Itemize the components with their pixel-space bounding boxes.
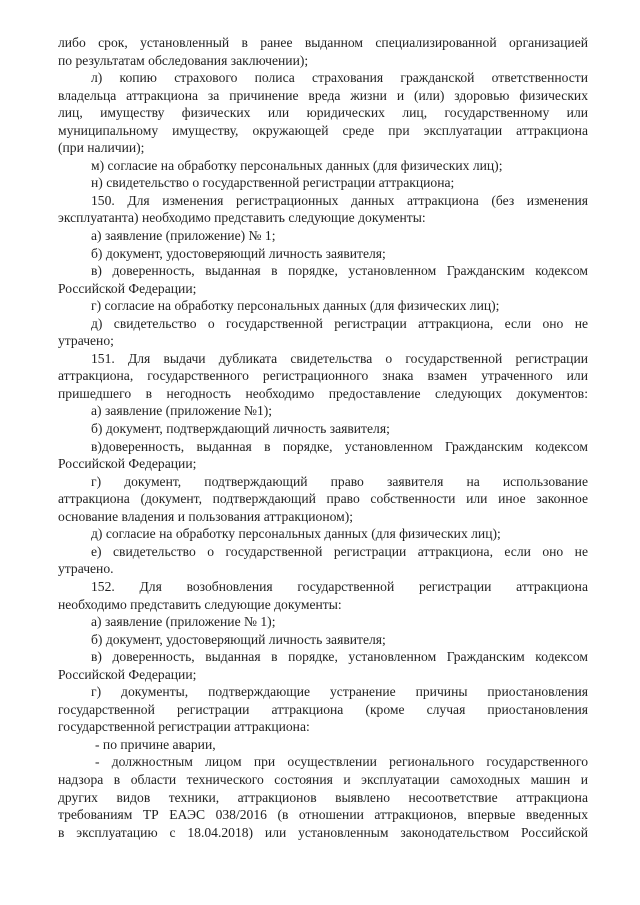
text-line: государственной регистрации аттракциона (кроме случая приостановления [58, 701, 588, 717]
text-line: муниципальному имуществу, окружающей среде при эксплуатации аттракциона [58, 122, 588, 138]
text-line: - по причине аварии, [95, 736, 216, 752]
text-line: н) свидетельство о государственной регистрации аттракциона; [91, 175, 455, 191]
text-line: по результатам обследования заключении); [58, 52, 309, 68]
text-line: аттракциона (документ, подтверждающий право собственности или иное законное [58, 491, 588, 507]
text-line: утрачено. [58, 561, 114, 577]
text-line: Российской Федерации; [58, 280, 197, 296]
text-line: основание владения и пользования аттракционом); [58, 508, 354, 524]
text-line: аттракциона, государственного регистрационного знака взамен утраченного или [58, 368, 588, 384]
text-line: в эксплуатацию с 18.04.2018) или установленным законодательством Российской [58, 824, 588, 840]
text-line: л) копию страхового полиса страхования гражданской ответственности [91, 70, 588, 86]
text-line: лиц, имуществу физических или юридических лиц, государственному или [58, 105, 588, 121]
text-line: 152. Для возобновления государственной регистрации аттракциона [91, 578, 588, 594]
text-line: Российской Федерации; [58, 456, 197, 472]
text-line: - должностным лицом при осуществлении регионального государственного [95, 754, 588, 770]
text-line: надзора в области технического состояния и эксплуатации самоходных машин и [58, 771, 588, 787]
text-line: д) свидетельство о государственной регистрации аттракциона, если оно не [91, 315, 588, 331]
text-line: других видов техники, аттракционов выявлено несоответствие аттракциона [58, 789, 588, 805]
text-line: эксплуатанта) необходимо представить следующие документы: [58, 210, 426, 226]
text-line: утрачено; [58, 333, 114, 349]
text-line: б) документ, подтверждающий личность заявителя; [91, 421, 390, 437]
text-line: в) доверенность, выданная в порядке, установленном Гражданским кодексом [91, 263, 588, 279]
text-line: а) заявление (приложение) № 1; [91, 228, 276, 244]
text-line: пришедшего в негодность необходимо предоставление следующих документов: [58, 385, 588, 401]
text-line: в) доверенность, выданная в порядке, установленном Гражданским кодексом [91, 649, 588, 665]
text-line: д) согласие на обработку персональных данных (для физических лиц); [91, 526, 501, 542]
document-page [58, 34, 588, 841]
text-line: а) заявление (приложение № 1); [91, 614, 276, 630]
text-line: в)доверенность, выданная в порядке, установленном Гражданским кодексом [91, 438, 588, 454]
text-line: либо срок, установленный в ранее выданном специализированной организацией [58, 35, 588, 50]
text-line: требованиям ТР ЕАЭС 038/2016 (в отношении аттракционов, впервые введенных [58, 807, 588, 823]
text-line: Российской Федерации; [58, 666, 197, 682]
text-line: г) документ, подтверждающий право заявителя на использование [91, 473, 588, 489]
text-line: владельца аттракциона за причинение вреда жизни и (или) здоровью физических [58, 87, 588, 103]
text-line: государственной регистрации аттракциона: [58, 719, 310, 735]
text-line: а) заявление (приложение №1); [91, 403, 273, 419]
text-line: г) документы, подтверждающие устранение причины приостановления [91, 684, 588, 700]
text-line: необходимо представить следующие документы: [58, 596, 342, 612]
text-line: м) согласие на обработку персональных данных (для физических лиц); [91, 157, 503, 173]
text-line: 151. Для выдачи дубликата свидетельства о государственной регистрации [91, 350, 588, 366]
text-line: (при наличии); [58, 140, 145, 156]
text-line: б) документ, удостоверяющий личность заявителя; [91, 245, 386, 261]
text-line: б) документ, удостоверяющий личность заявителя; [91, 631, 386, 647]
text-line: г) согласие на обработку персональных данных (для физических лиц); [91, 298, 500, 314]
text-line: 150. Для изменения регистрационных данных аттракциона (без изменения [91, 192, 588, 208]
text-line: е) свидетельство о государственной регистрации аттракциона, если оно не [91, 543, 588, 559]
